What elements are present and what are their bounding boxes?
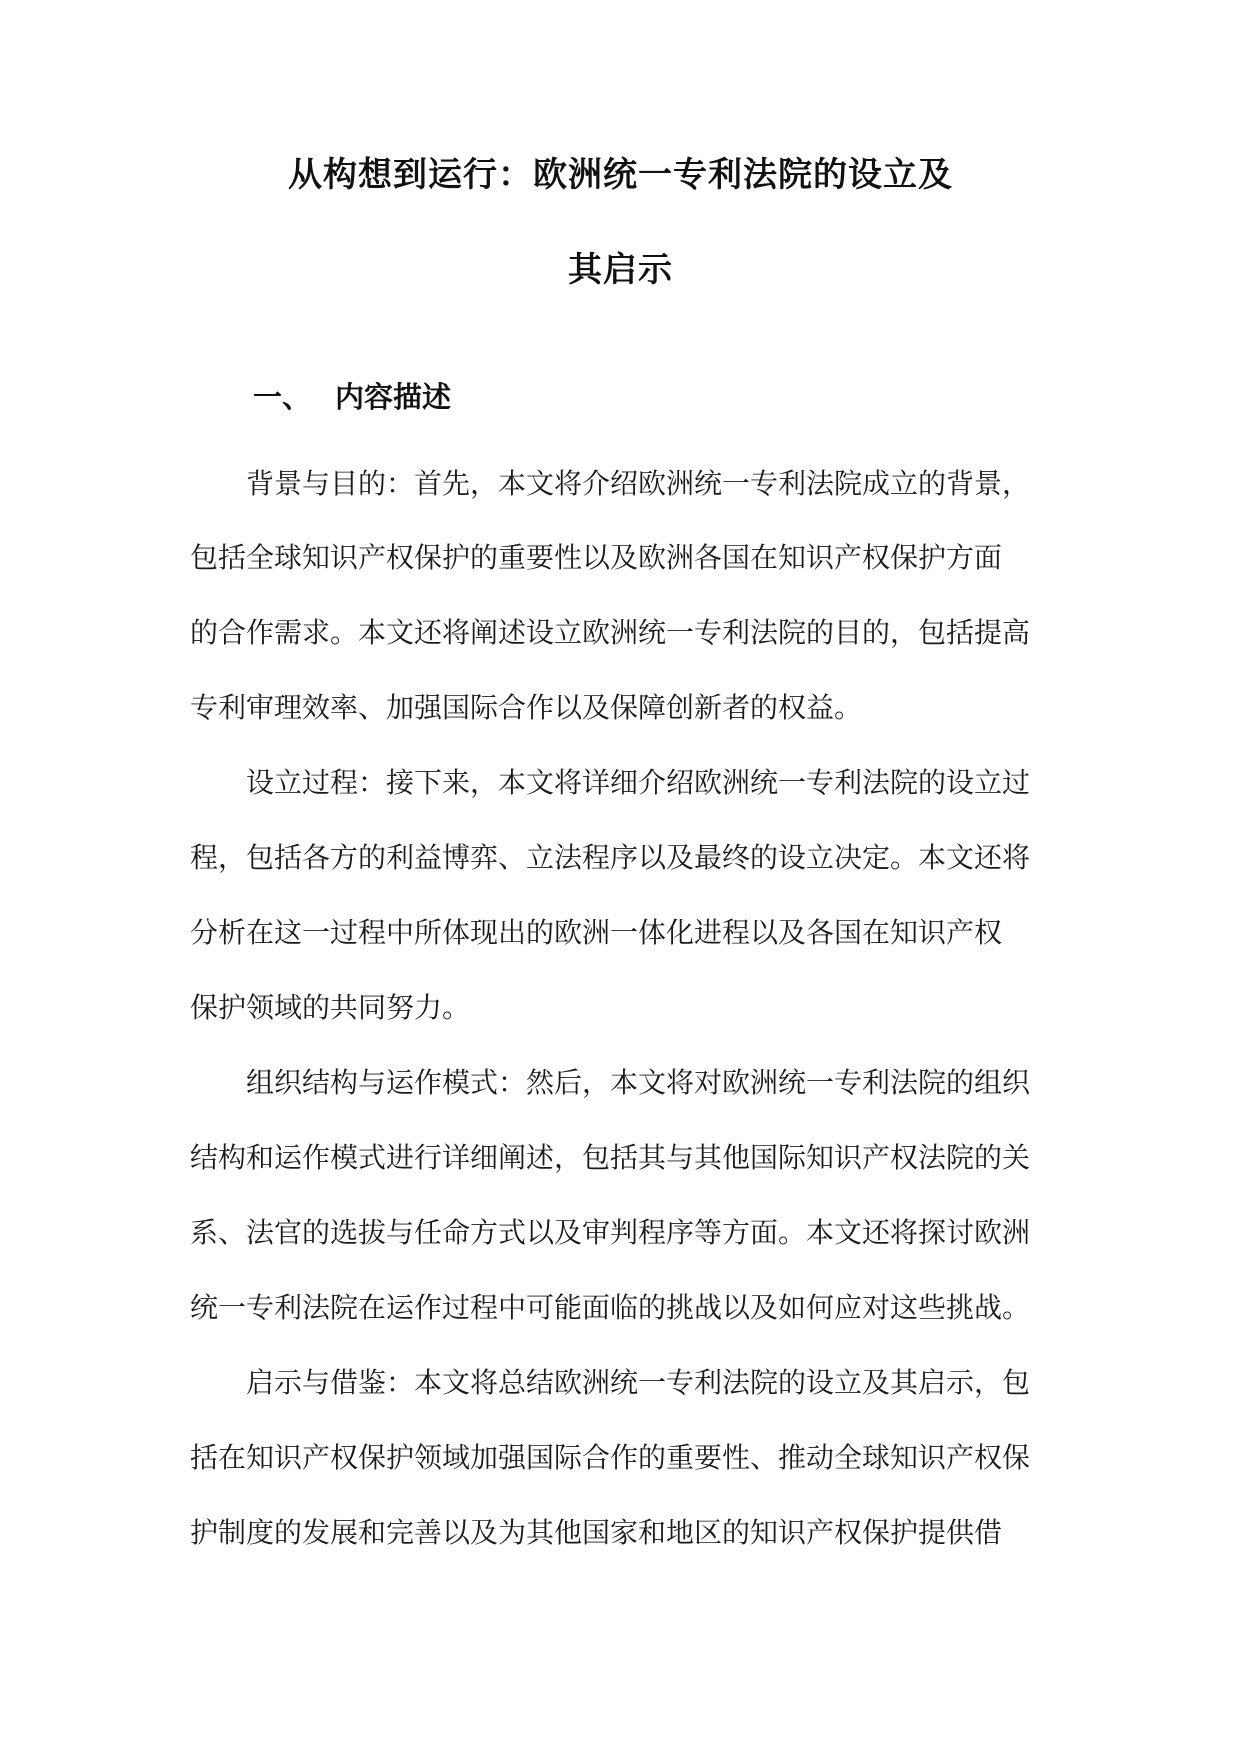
paragraph-line: 括在知识产权保护领域加强国际合作的重要性、推动全球知识产权保 xyxy=(190,1441,1031,1474)
paragraph-line: 背景与目的：首先，本文将介绍欧洲统一专利法院成立的背景， xyxy=(246,467,1031,500)
section-number: 一、 xyxy=(253,380,312,414)
section-heading xyxy=(253,377,451,417)
paragraph-line: 程，包括各方的利益博弈、立法程序以及最终的设立决定。本文还将 xyxy=(190,841,1031,874)
document-title-line-2: 其启示 xyxy=(568,250,673,290)
section-title: 内容描述 xyxy=(335,380,452,414)
paragraph-line: 组织结构与运作模式：然后，本文将对欧洲统一专利法院的组织 xyxy=(246,1066,1031,1099)
paragraph-line: 专利审理效率、加强国际合作以及保障创新者的权益。 xyxy=(190,691,863,724)
paragraph-line: 系、法官的选拔与任命方式以及审判程序等方面。本文还将探讨欧洲 xyxy=(190,1216,1031,1249)
paragraph-line: 包括全球知识产权保护的重要性以及欧洲各国在知识产权保护方面 xyxy=(190,541,1003,574)
paragraph-line: 分析在这一过程中所体现出的欧洲一体化进程以及各国在知识产权 xyxy=(190,916,1003,949)
paragraph-line: 护制度的发展和完善以及为其他国家和地区的知识产权保护提供借 xyxy=(190,1516,1003,1549)
paragraph-line: 保护领域的共同努力。 xyxy=(190,991,471,1024)
paragraph-line: 结构和运作模式进行详细阐述，包括其与其他国际知识产权法院的关 xyxy=(190,1141,1031,1174)
paragraph-line: 的合作需求。本文还将阐述设立欧洲统一专利法院的目的，包括提高 xyxy=(190,616,1031,649)
document-title-line-1: 从构想到运行：欧洲统一专利法院的设立及 xyxy=(288,155,953,195)
paragraph-line: 启示与借鉴：本文将总结欧洲统一专利法院的设立及其启示，包 xyxy=(246,1366,1031,1399)
paragraph-line: 设立过程：接下来，本文将详细介绍欧洲统一专利法院的设立过 xyxy=(246,766,1031,799)
paragraph-line: 统一专利法院在运作过程中可能面临的挑战以及如何应对这些挑战。 xyxy=(190,1291,1031,1324)
